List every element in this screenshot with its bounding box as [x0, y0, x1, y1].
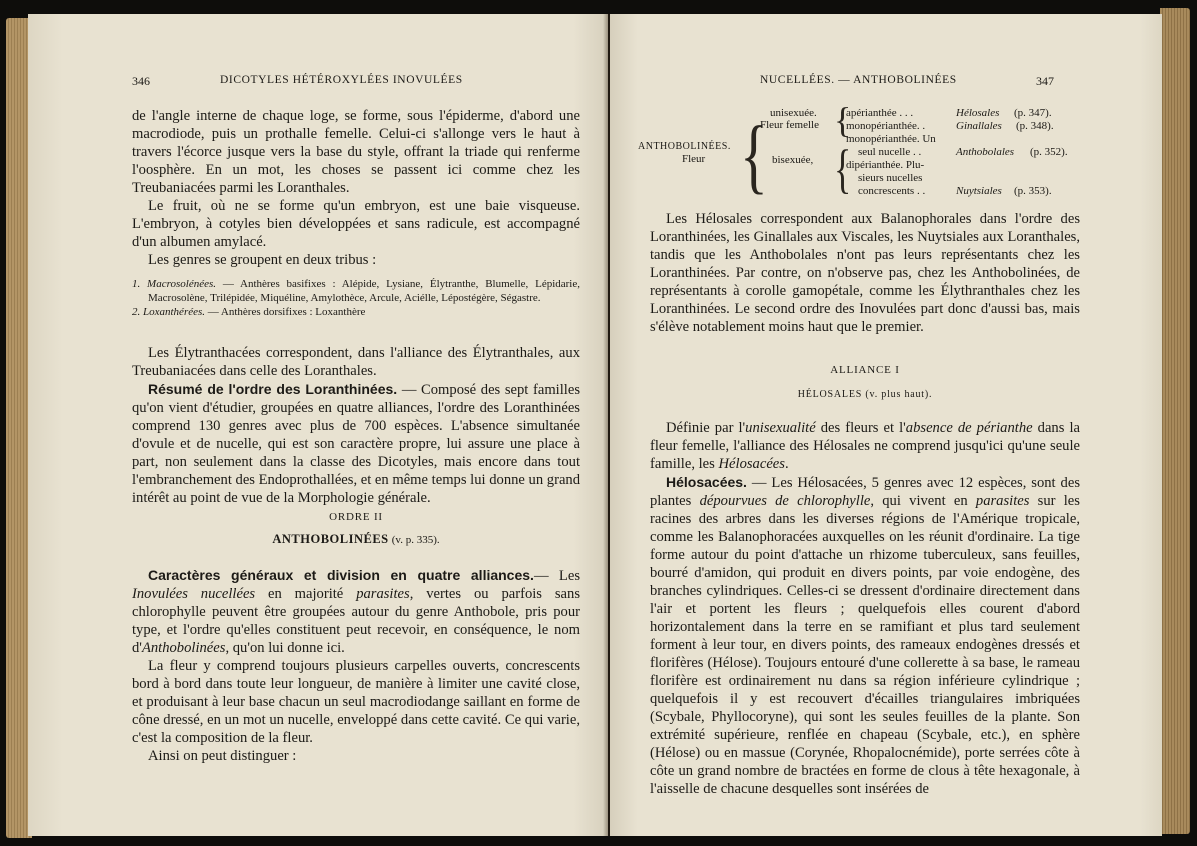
table-cell: apérianthée . . . [846, 107, 914, 119]
left-running-head: DICOTYLES HÉTÉROXYLÉES INOVULÉES [220, 74, 463, 86]
tribe-name: 1. Macrosolénées. [132, 278, 216, 290]
paragraph: Ainsi on peut distinguer : [148, 748, 297, 764]
text-run: absence de périanthe [905, 420, 1033, 436]
alliance-subtitle: HÉLOSALES (v. plus haut). [797, 389, 933, 400]
table-cell: (p. 347). [1014, 107, 1052, 119]
table-cell: (p. 353). [1014, 185, 1052, 197]
resume-paragraph [132, 380, 580, 507]
ordre-title: ANTHOBOLINÉES [272, 532, 389, 546]
resume-title: Résumé de l'ordre des Loranthinées. [148, 381, 398, 397]
table-unisexuee: unisexuée. [770, 107, 817, 119]
caracteres-title: Caractères généraux et division en quatre alliances. [148, 567, 534, 583]
right-page-edges [1160, 8, 1190, 834]
resume-text: — Composé des sept familles qu'on vient d'étudier, groupées en quatre alliances, l'ordre des Loranthinées comprend 130 genres avec plus de 700 espèces. L'absence simultanée d'ovule et de nucelle, qui est son caractère propre, lui assure une place à part, non seulement dans la classe des Dicotyles, mais encore dans tout l'embranchement des Endoprothallées, et en même temps lui donne un grand intérêt au point de vue de la Morphologie générale. [132, 382, 581, 506]
paragraph: Le fruit, où ne se forme qu'un embryon, est une baie visqueuse. L'embryon, à cotyles bien développées et sans radicule, est accompagné d'un albumen amylacé. [132, 198, 580, 250]
alliance-label: ALLIANCE I [830, 364, 900, 376]
table-cell: Nuytsiales [956, 185, 1002, 197]
table-cell: Hélosales [956, 107, 1000, 119]
table-bisexuee: bisexuée, [772, 154, 814, 166]
text-run: dépourvues de chlorophylle [699, 493, 871, 509]
tribe-list [132, 277, 580, 319]
table-root-2: Fleur [682, 153, 706, 165]
tribe-name: 2. Loxanthérées. [132, 306, 206, 318]
text-run: parasites [356, 586, 410, 602]
table-cell: seul nucelle . . [858, 146, 922, 158]
text-run: , vertes ou parfois sans chlorophylle peuvent être groupées autour du genre Anthobole, pris pour type, et l'ordre qu'elles constituent peut recevoir, en conséquence, le nom d' [132, 586, 581, 656]
text-run: parasites [975, 493, 1030, 509]
table-cell: concrescents . . [858, 185, 926, 197]
text-run: en majorité [255, 586, 357, 602]
brace-icon: { [740, 108, 768, 203]
left-page [28, 14, 608, 836]
text-run: . [784, 456, 789, 472]
ordre-label: ORDRE II [329, 511, 383, 523]
helosacees-title: Hélosacées. [666, 474, 747, 490]
helosacees-paragraph [650, 473, 1080, 798]
text-run: unisexualité [745, 420, 816, 436]
brace-icon: { [834, 100, 852, 140]
tribe-text: — Anthères basifixes : Alépide, Lysiane, Élytranthe, Blumelle, Lépidarie, Macrosolène, Trilépidée, Miquéline, Amylothèce, Arcule, Aciélle, Lépostégère, Ségastre. [148, 278, 580, 304]
tribe-text: — Anthères dorsifixes : Loxanthère [207, 306, 366, 318]
right-page-number: 347 [1036, 74, 1054, 88]
caracteres-paragraph [132, 566, 580, 657]
paragraph: La fleur y comprend toujours plusieurs carpelles ouverts, concrescents bord à bord dans toute leur longueur, de manière à limiter une cavité close, et produisant à leur base chacun un seul macrodiodange saillant en forme de cône dressé, en un mot un nucelle, enveloppé dans cette cavité. Ce qui varie, c'est la composition de la fleur. [132, 658, 580, 746]
table-fleur-femelle: Fleur femelle [760, 119, 819, 131]
left-body-1 [132, 107, 580, 269]
left-body-3 [132, 566, 580, 765]
tribe-item [132, 305, 580, 319]
text-run: , qui vivent en [870, 493, 976, 509]
text-run: Inovulées nucellées [132, 586, 256, 602]
paragraph: de l'angle interne de chaque loge, se forme, sous l'épiderme, d'abord une macrodiode, puis un prothalle femelle. Celui-ci s'allonge vers le haut à travers l'écorce jusque vers la base du style, offrant la triade qui renferme l'oosphère. En un mot, les choses se passent ici comme chez les Treubaniacées parmi les Loranthales. [132, 108, 580, 196]
paragraph: Les Élytranthacées correspondent, dans l'alliance des Élytranthales, aux Treubaniacées dans celle des Loranthales. [132, 345, 580, 379]
right-body-1 [650, 210, 1080, 336]
text-run: Définie par l' [666, 420, 746, 436]
text-run: Anthobolinées [141, 640, 226, 656]
text-run: , qu'on lui donne ici. [225, 640, 345, 656]
text-run: sur les racines des arbres dans les diverses régions de l'Amérique tropicale, comme les Balanophoracées auxquelles on les réunit d'ordinaire. La tige forme autour du point d'attache un rhizome tuberculeux, sans feuilles, bourré d'amidon, qui produit en divers points, par voie endogène, des branches cylindriques. Celles-ci se dressent d'ordinaire directement dans l'air et portent les fleurs ; quelquefois elles courent d'abord horizontalement dans la terre en se ramifiant et plus tard seulement forment à leur tour, en divers points, des rameaux endogènes dressés et florifères (Hélose). Toujours entouré d'une collerette à sa base, le rameau florifère est ordinairement nu dans sa région inférieure cylindrique ; quelquefois il y est recouvert d'écailles triangulaires imbriquées (Scybale, Phyllocoryne), qui sont les seules feuilles de la plante. Son extrémité supérieure, renflée en chapeau (Scybale, etc.), en sphère (Hélose) ou en massue (Corynée, Rhopalocnémide), porte serrées côte à côte un grand nombre de bractées en forme de clous à tête hexagonale, à l'aisselle de chacune desquelles sont insérées de [650, 493, 1080, 797]
ordre-ref: (v. p. 335). [391, 534, 440, 546]
table-cell: dipérianthée. Plu- [846, 159, 925, 171]
left-page-number: 346 [132, 74, 150, 88]
table-cell: sieurs nucelles [858, 172, 923, 184]
table-cell: Ginallales [956, 120, 1002, 132]
paragraph: Les genres se groupent en deux tribus : [148, 252, 377, 268]
text-run: dans la fleur femelle, l'alliance des Hélosales ne comprend jusqu'ici qu'une seule famille, les [650, 420, 1080, 472]
text-run: Hélosacées [718, 456, 785, 472]
paragraph: Les Hélosales correspondent aux Balanophorales dans l'ordre des Loranthinées, les Ginallales aux Viscales, les Nuytsiales aux Loranthales, tandis que les Anthobolales n'ont pas leurs représentants chez les Loranthinées. Par contre, on n'observe pas, chez les Anthobolinées, de représentants à corolle gamopétale, comme les Élythranthales chez les Loranthinées. Le second ordre des Inovulées part donc d'aussi bas, mais s'élève notablement moins haut que le premier. [650, 211, 1080, 335]
text-run: — Les [533, 568, 580, 584]
left-body-2 [132, 344, 580, 507]
right-body-2 [650, 419, 1080, 798]
table-root: ANTHOBOLINÉES. [638, 141, 731, 152]
table-cell: (p. 348). [1016, 120, 1054, 132]
classification-table [610, 102, 1162, 202]
tribe-item [132, 277, 580, 305]
table-cell: monopérianthée. Un [846, 133, 936, 145]
table-cell: (p. 352). [1030, 146, 1068, 158]
ordre-heading [132, 532, 580, 547]
text-run: — Les Hélosacées, 5 genres avec 12 espèces, sont des plantes [650, 475, 1080, 509]
right-page [610, 14, 1162, 836]
table-cell: Anthobolales [956, 146, 1015, 158]
brace-icon: { [834, 139, 852, 199]
text-run: des fleurs et l' [815, 420, 906, 436]
right-running-head: NUCELLÉES. — ANTHOBOLINÉES [760, 74, 957, 86]
definition-paragraph [650, 419, 1080, 473]
table-cell: monopérianthée. . [846, 120, 926, 132]
